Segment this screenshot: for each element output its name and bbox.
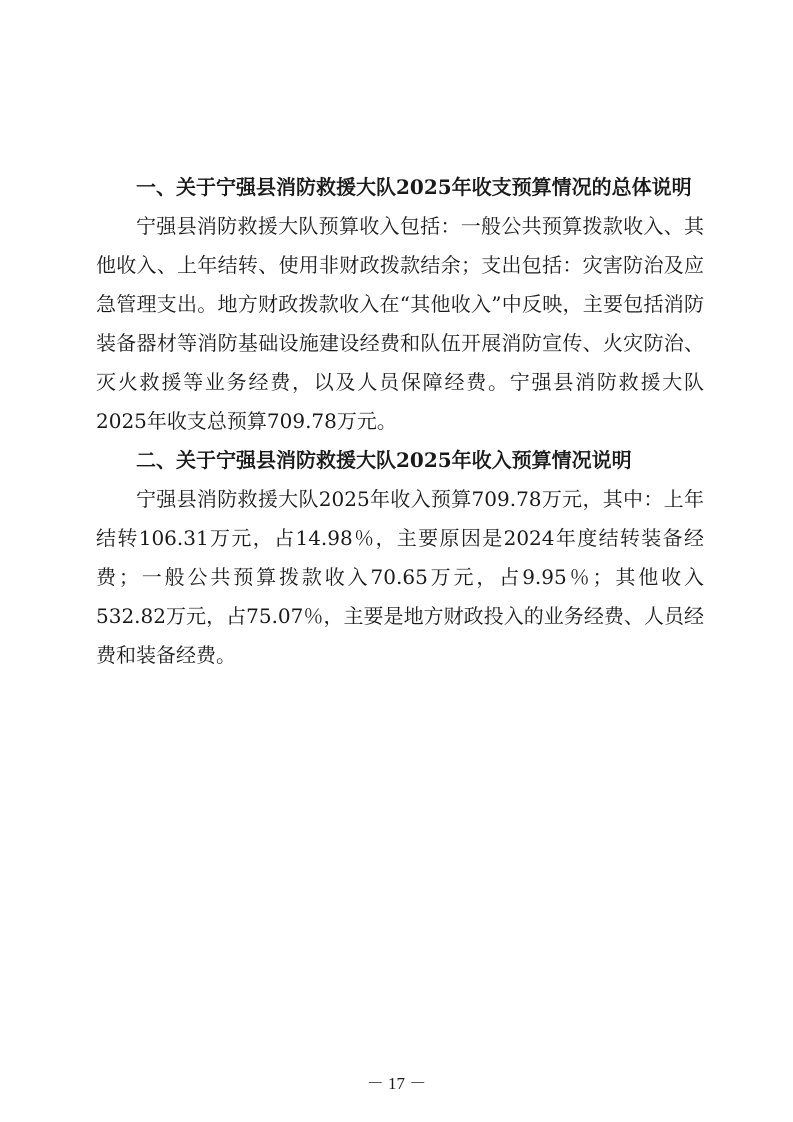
- section-paragraph-income-budget: 宁强县消防救援大队2025年收入预算709.78万元，其中：上年结转106.31万元，占14.98％，主要原因是2024年度结转装备经费；一般公共预算拨款收入70.65万元，占9.95％；其他收入532.82万元，占75.07％，主要是地方财政投入的业务经费、人员经费和装备经费。: [96, 487, 704, 667]
- section-heading-overall-budget: 一、关于宁强县消防救援大队2025年收支预算情况的总体说明: [136, 175, 692, 199]
- section-paragraph-overall-budget: 宁强县消防救援大队预算收入包括：一般公共预算拨款收入、其他收入、上年结转、使用非财政拨款结余；支出包括：灾害防治及应急管理支出。地方财政拨款收入在“其他收入”中反映，主要包括消防装备器材等消防基础设施建设经费和队伍开展消防宣传、火灾防治、灭火救援等业务经费，以及人员保障经费。宁强县消防救援大队2025年收支总预算709.78万元。: [96, 214, 704, 433]
- section-heading-income-budget: 二、关于宁强县消防救援大队2025年收入预算情况说明: [136, 448, 632, 472]
- document-body: [96, 168, 704, 675]
- page-number: － 17 －: [366, 1074, 427, 1093]
